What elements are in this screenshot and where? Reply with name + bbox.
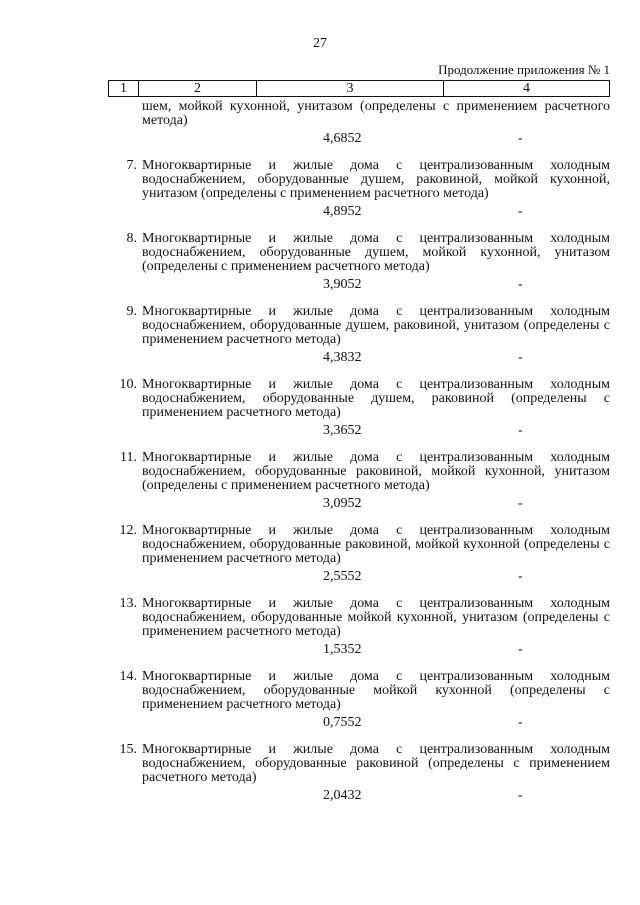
entry-dash: - xyxy=(518,423,523,438)
entry-number: 12. xyxy=(119,523,137,538)
continued-entry-value: 4,6852 xyxy=(323,131,362,146)
entry-values xyxy=(108,420,610,442)
entry-number: 9. xyxy=(126,304,137,319)
entry-value: 3,0952 xyxy=(323,496,362,511)
entry-text: Многоквартирные и жилые дома с централизованным холодным водоснабжением, оборудованные душем, раковиной (определены с применением расчетного метода) xyxy=(142,377,610,420)
column-header-1: 1 xyxy=(109,81,139,97)
entry-values xyxy=(108,274,610,296)
list-item xyxy=(108,378,610,442)
entry-dash: - xyxy=(518,569,523,584)
entry-dash: - xyxy=(518,204,523,219)
list-item xyxy=(108,305,610,369)
continued-entry-values xyxy=(108,128,610,150)
list-item xyxy=(108,597,610,661)
entry-value: 1,5352 xyxy=(323,642,362,657)
entry-value: 2,0432 xyxy=(323,788,362,803)
column-header-2: 2 xyxy=(139,81,257,97)
entry-dash: - xyxy=(518,277,523,292)
list-item xyxy=(108,451,610,515)
entry-value: 4,3832 xyxy=(323,350,362,365)
entries-container xyxy=(108,159,610,807)
entry-dash: - xyxy=(518,642,523,657)
entry-dash: - xyxy=(518,350,523,365)
entry-text: Многоквартирные и жилые дома с централизованным холодным водоснабжением, оборудованные мойкой кухонной (определены с применением расчетного метода) xyxy=(142,669,610,712)
list-item xyxy=(108,743,610,807)
entry-dash: - xyxy=(518,715,523,730)
list-item xyxy=(108,524,610,588)
entry-text: Многоквартирные и жилые дома с централизованным холодным водоснабжением, оборудованные душем, раковиной, мойкой кухонной, унитазом (определены с применением расчетного метода) xyxy=(142,158,610,201)
entry-value: 2,5552 xyxy=(323,569,362,584)
entry-value: 3,3652 xyxy=(323,423,362,438)
entry-number: 10. xyxy=(119,377,137,392)
entry-values xyxy=(108,347,610,369)
continuation-label: Продолжение приложения № 1 xyxy=(438,62,610,77)
entry-value: 4,8952 xyxy=(323,204,362,219)
entry-text: Многоквартирные и жилые дома с централизованным холодным водоснабжением, оборудованные душем, раковиной, унитазом (определены с применением расчетного метода) xyxy=(142,304,610,347)
list-item xyxy=(108,232,610,296)
entry-values xyxy=(108,785,610,807)
entry-text: Многоквартирные и жилые дома с централизованным холодным водоснабжением, оборудованные душем, мойкой кухонной, унитазом (определены с применением расчетного метода) xyxy=(142,231,610,274)
entry-value: 0,7552 xyxy=(323,715,362,730)
entry-values xyxy=(108,201,610,223)
column-header-3: 3 xyxy=(257,81,444,97)
entry-number: 14. xyxy=(119,669,137,684)
entry-values xyxy=(108,493,610,515)
entry-number: 11. xyxy=(120,450,137,465)
continued-entry-dash: - xyxy=(518,131,523,146)
entry-text: Многоквартирные и жилые дома с централизованным холодным водоснабжением, оборудованные мойкой кухонной, унитазом (определены с применением расчетного метода) xyxy=(142,596,610,639)
entry-number: 7. xyxy=(126,158,137,173)
entry-number: 8. xyxy=(126,231,137,246)
entry-text: Многоквартирные и жилые дома с централизованным холодным водоснабжением, оборудованные раковиной, мойкой кухонной (определены с применением расчетного метода) xyxy=(142,523,610,566)
entry-value: 3,9052 xyxy=(323,277,362,292)
entry-text: Многоквартирные и жилые дома с централизованным холодным водоснабжением, оборудованные раковиной (определены с применением расчетного метода) xyxy=(142,742,610,785)
list-item xyxy=(108,159,610,223)
continued-entry-text: шем, мойкой кухонной, унитазом (определены с применением расчетного метода) xyxy=(142,99,610,128)
entry-values xyxy=(108,639,610,661)
entry-text: Многоквартирные и жилые дома с централизованным холодным водоснабжением, оборудованные раковиной, мойкой кухонной, унитазом (определены с применением расчетного метода) xyxy=(142,450,610,493)
column-header-table xyxy=(108,80,610,97)
entry-number: 15. xyxy=(119,742,137,757)
norms-list xyxy=(108,100,610,807)
entry-number: 13. xyxy=(119,596,137,611)
list-item xyxy=(108,670,610,734)
entry-values xyxy=(108,566,610,588)
entry-dash: - xyxy=(518,496,523,511)
column-header-4: 4 xyxy=(444,81,610,97)
entry-values xyxy=(108,712,610,734)
page-number: 27 xyxy=(313,36,327,51)
entry-dash: - xyxy=(518,788,523,803)
